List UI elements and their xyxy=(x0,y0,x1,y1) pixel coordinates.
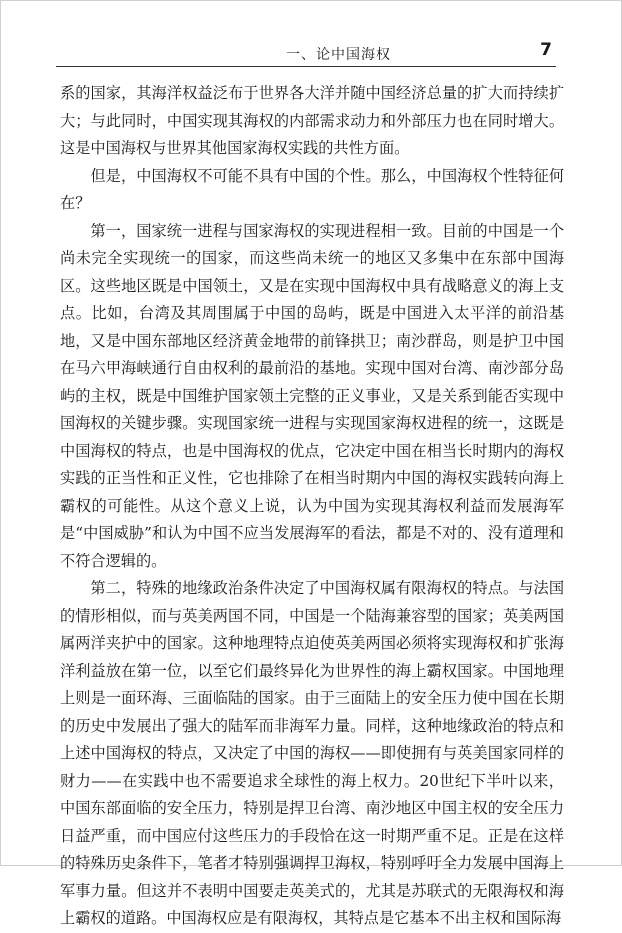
paragraph: 第一，国家统一进程与国家海权的实现进程相一致。目前的中国是一个尚未完全实现统一的国家，而这些尚未统一的地区又多集中在东部中国海区。这些地区既是中国领土，又是在实现中国海权中具有战略意义的海上支点。比如，台湾及其周围属于中国的岛屿，既是中国进入太平洋的前沿基地，又是中国东部地区经济黄金地带的前锋拱卫；南沙群岛，则是护卫中国在马六甲海峡通行自由权利的最前沿的基地。实现中国对台湾、南沙部分岛屿的主权，既是中国维护国家领土完整的正义事业，又是关系到能否实现中国海权的关键步骤。实现国家统一进程与实现国家海权进程的统一，这既是中国海权的特点，也是中国海权的优点，它决定中国在相当长时期内的海权实践的正当性和正义性，它也排除了在相当时期内中国的海权实践转向海上霸权的可能性。从这个意义上说，认为中国为实现其海权利益而发展海军是“中国威胁”和认为中国不应当发展海军的看法，都是不对的、没有道理和不符合逻辑的。 xyxy=(60,221,564,570)
header-rule xyxy=(56,66,556,67)
running-header xyxy=(56,38,556,68)
chapter-title: 一、论中国海权 xyxy=(286,47,391,63)
paragraph: 但是，中国海权不可能不具有中国的个性。那么，中国海权个性特征何在？ xyxy=(60,166,564,212)
paragraph: 第二，特殊的地缘政治条件决定了中国海权属有限海权的特点。与法国的情形相似，而与英美两国不同，中国是一个陆海兼容型的国家；英美两国属两洋夹护中的国家。这种地理特点迫使英美两国必须将实现海权和扩张海洋利益放在第一位，以至它们最终异化为世界性的海上霸权国家。中国地理上则是一面环海、三面临陆的国家。由于三面陆上的安全压力使中国在长期的历史中发展出了强大的陆军而非海军力量。同样，这种地缘政治的特点和上述中国海权的特点，又决定了中国的海权——即使拥有与英美国家同样的财力——在实践中也不需要追求全球性的海上权力。20世纪下半叶以来，中国东部面临的安全压力，特别是捍卫台湾、南沙地区中国主权的安全压力日益严重，而中国应付这些压力的手段恰在这一时期严重不足。正是在这样的特殊历史条件下，笔者才特别强调捍卫海权，特别呼吁全力发展中国海上军事力量。但这并不表明中国要走英美式的，尤其是苏联式的无限海权和海上霸权的道路。中国海权应是有限海权，其特点是它基本不出主权和国际海 xyxy=(60,579,564,927)
page-number: 7 xyxy=(540,40,552,60)
page-body xyxy=(60,80,564,933)
paragraph: 系的国家，其海洋权益泛布于世界各大洋并随中国经济总量的扩大而持续扩大；与此同时，中国实现其海权的内部需求动力和外部压力也在同时增大。这是中国海权与世界其他国家海权实践的共性方面。 xyxy=(60,84,564,157)
